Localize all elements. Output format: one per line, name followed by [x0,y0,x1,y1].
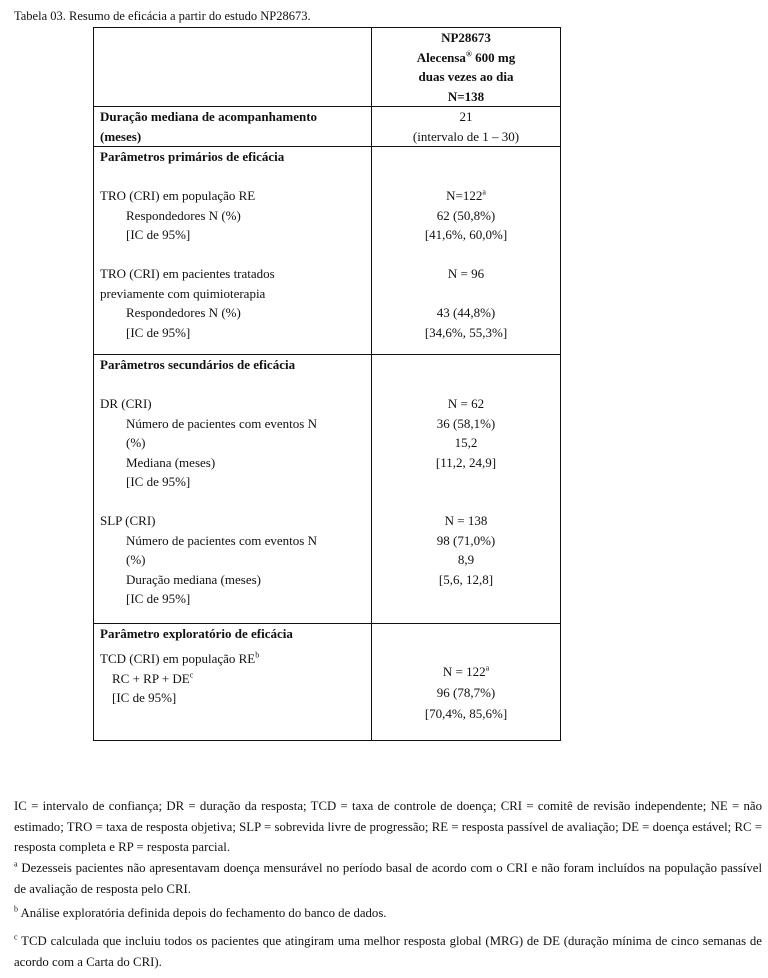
footnote-a: $^a$ Dezesseis pacientes não apresentavam doença mensurável no período basal de acordo com o CRI e não foram incluídos na população passível de avaliação de resposta pelo CRI. [14,859,762,896]
primary-values: $N=122^a$ 62 (50,8%) [41,6%, 60,0%] N = 96 43 (44,8%) [34,6%, 55,3%] [372,147,561,355]
table-row-secondary [94,355,561,624]
secondary-labels: Parâmetros secundários de eficácia DR (CRI) Número de pacientes com eventos N (%) Mediana (meses) [IC de 95%] SLP (CRI) Número de pacientes com eventos N (%) Duração mediana (meses) [IC de 95%] [94,355,372,624]
exploratory-section-title: Parâmetro exploratório de eficácia [100,625,293,641]
duration-label: Duração mediana de acompanhamento (meses) [94,107,372,147]
table-header-row [94,28,561,107]
table-caption: Tabela 03. Resumo de eficácia a partir do estudo NP28673. [14,9,311,23]
primary-section-title: Parâmetros primários de eficácia [100,149,285,164]
header-dosing: duas vezes ao dia [418,69,514,84]
secondary-values: N = 62 36 (58,1%) 15,2 [11,2, 24,9] N = 138 98 (71,0%) 8,9 [5,6, 12,8] [372,355,561,624]
header-study-cell [372,28,561,107]
header-drug: Alecensa® 600 mg [416,49,516,65]
header-study-id: NP28673 [441,30,491,45]
footnote-abbreviations: IC = intervalo de confiança; DR = duração da resposta; TCD = taxa de controle de doença; CRI = comitê de revisão independente; NE = não estimado; TRO = taxa de resposta objetiva; SLP = sobrevida livre de progressão; RE = resposta passível de avaliação; DE = doença estável; RC = resposta completa e RP = resposta parcial. [14,799,762,854]
table-row-primary [94,147,561,355]
footnote-b: $^b$ Análise exploratória definida depois do fechamento do banco de dados. [14,904,387,920]
exploratory-values: $N = 122^a$ 96 (78,7%) [70,4%, 85,6%] [372,623,561,740]
table-row-duration [94,107,561,147]
secondary-section-title: Parâmetros secundários de eficácia [100,357,296,372]
exploratory-labels: Parâmetro exploratório de eficácia TCD (CRI) em população $RE^b$ RC + RP + $DE^c$ [IC de 95%] [94,623,372,740]
header-empty-cell [94,28,372,107]
footnote-c: $^c$ TCD calculada que incluiu todos os pacientes que atingiram uma melhor resposta global (MRG) de DE (duração mínima de cinco semanas de acordo com a Carta do CRI). [14,932,762,969]
primary-labels: Parâmetros primários de eficácia TRO (CRI) em população RE Respondedores N (%) [IC de 95%] TRO (CRI) em pacientes tratados previamente com quimioterapia Respondedores N (%) [IC de 95%] [94,147,372,355]
header-n: N=138 [447,88,485,104]
efficacy-table [93,27,561,741]
duration-value: 21 (intervalo de 1 – 30) [372,107,561,147]
table-row-exploratory [94,623,561,740]
